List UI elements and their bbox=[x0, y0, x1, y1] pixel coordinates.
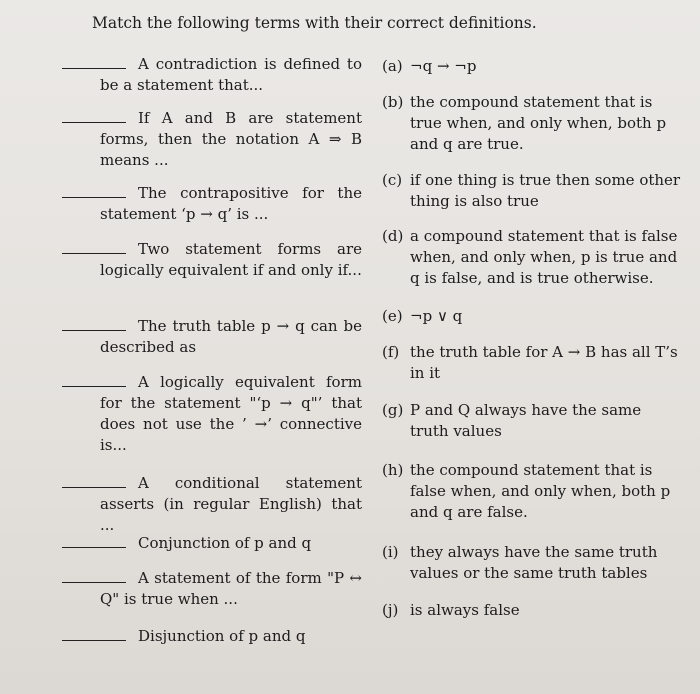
term-text: Disjunction of p and q bbox=[138, 627, 306, 645]
answer-blank[interactable] bbox=[62, 385, 126, 387]
term-text: The truth table p → q can be described as bbox=[100, 317, 362, 356]
answer-blank[interactable] bbox=[62, 252, 126, 254]
option-i bbox=[382, 542, 682, 584]
option-f bbox=[382, 342, 682, 384]
option-label: (i) bbox=[382, 543, 399, 561]
option-c bbox=[382, 170, 682, 212]
option-label: (a) bbox=[382, 57, 403, 75]
term-item bbox=[100, 533, 362, 554]
answer-blank[interactable] bbox=[62, 329, 126, 331]
option-h bbox=[382, 460, 682, 523]
term-text: A logically equivalent form for the statement "‘p → q"’ that does not use the ’ →’ connective is... bbox=[100, 373, 362, 454]
term-text: A contradiction is defined to be a statement that... bbox=[100, 55, 362, 94]
term-text: A conditional statement asserts (in regular English) that ... bbox=[100, 474, 362, 534]
option-text: a compound statement that is false when, and only when, p is true and q is false, and is true otherwise. bbox=[410, 227, 678, 287]
answer-blank[interactable] bbox=[62, 581, 126, 583]
answer-blank[interactable] bbox=[62, 67, 126, 69]
term-item bbox=[100, 54, 362, 96]
term-text: If A and B are statement forms, then the notation A ⇒ B means ... bbox=[100, 109, 362, 169]
option-e bbox=[382, 306, 682, 327]
answer-blank[interactable] bbox=[62, 486, 126, 488]
term-item bbox=[100, 372, 362, 456]
answer-blank[interactable] bbox=[62, 196, 126, 198]
option-text: P and Q always have the same truth values bbox=[410, 401, 642, 440]
option-label: (d) bbox=[382, 227, 404, 245]
option-b bbox=[382, 92, 682, 155]
option-a bbox=[382, 56, 682, 77]
term-item bbox=[100, 473, 362, 536]
term-text: Two statement forms are logically equivalent if and only if... bbox=[100, 240, 362, 279]
option-j bbox=[382, 600, 682, 621]
option-text: the compound statement that is false when, and only when, both p and q are false. bbox=[410, 461, 671, 521]
option-g bbox=[382, 400, 682, 442]
option-label: (g) bbox=[382, 401, 404, 419]
term-text: A statement of the form "P ↔ Q" is true when ... bbox=[100, 569, 362, 608]
option-label: (f) bbox=[382, 343, 400, 361]
option-text: if one thing is true then some other thing is also true bbox=[410, 171, 681, 210]
term-text: The contrapositive for the statement ‘p → q’ is ... bbox=[100, 184, 362, 223]
term-item bbox=[100, 316, 362, 358]
option-text: they always have the same truth values or the same truth tables bbox=[410, 543, 658, 582]
term-text: Conjunction of p and q bbox=[138, 534, 312, 552]
answer-blank[interactable] bbox=[62, 546, 126, 548]
option-text: ¬q → ¬p bbox=[410, 57, 477, 75]
term-item bbox=[100, 239, 362, 281]
term-item bbox=[100, 108, 362, 171]
option-text: the truth table for A → B has all T’s in it bbox=[410, 343, 678, 382]
option-label: (e) bbox=[382, 307, 403, 325]
page-title: Match the following terms with their correct definitions. bbox=[92, 14, 537, 32]
option-label: (c) bbox=[382, 171, 403, 189]
answer-blank[interactable] bbox=[62, 639, 126, 641]
option-label: (j) bbox=[382, 601, 399, 619]
term-item bbox=[100, 626, 362, 647]
option-label: (b) bbox=[382, 93, 404, 111]
option-label: (h) bbox=[382, 461, 404, 479]
answer-blank[interactable] bbox=[62, 121, 126, 123]
option-text: the compound statement that is true when, and only when, both p and q are true. bbox=[410, 93, 667, 153]
option-d bbox=[382, 226, 682, 289]
option-text: is always false bbox=[410, 601, 520, 619]
option-text: ¬p ∨ q bbox=[410, 307, 463, 325]
term-item bbox=[100, 568, 362, 610]
term-item bbox=[100, 183, 362, 225]
